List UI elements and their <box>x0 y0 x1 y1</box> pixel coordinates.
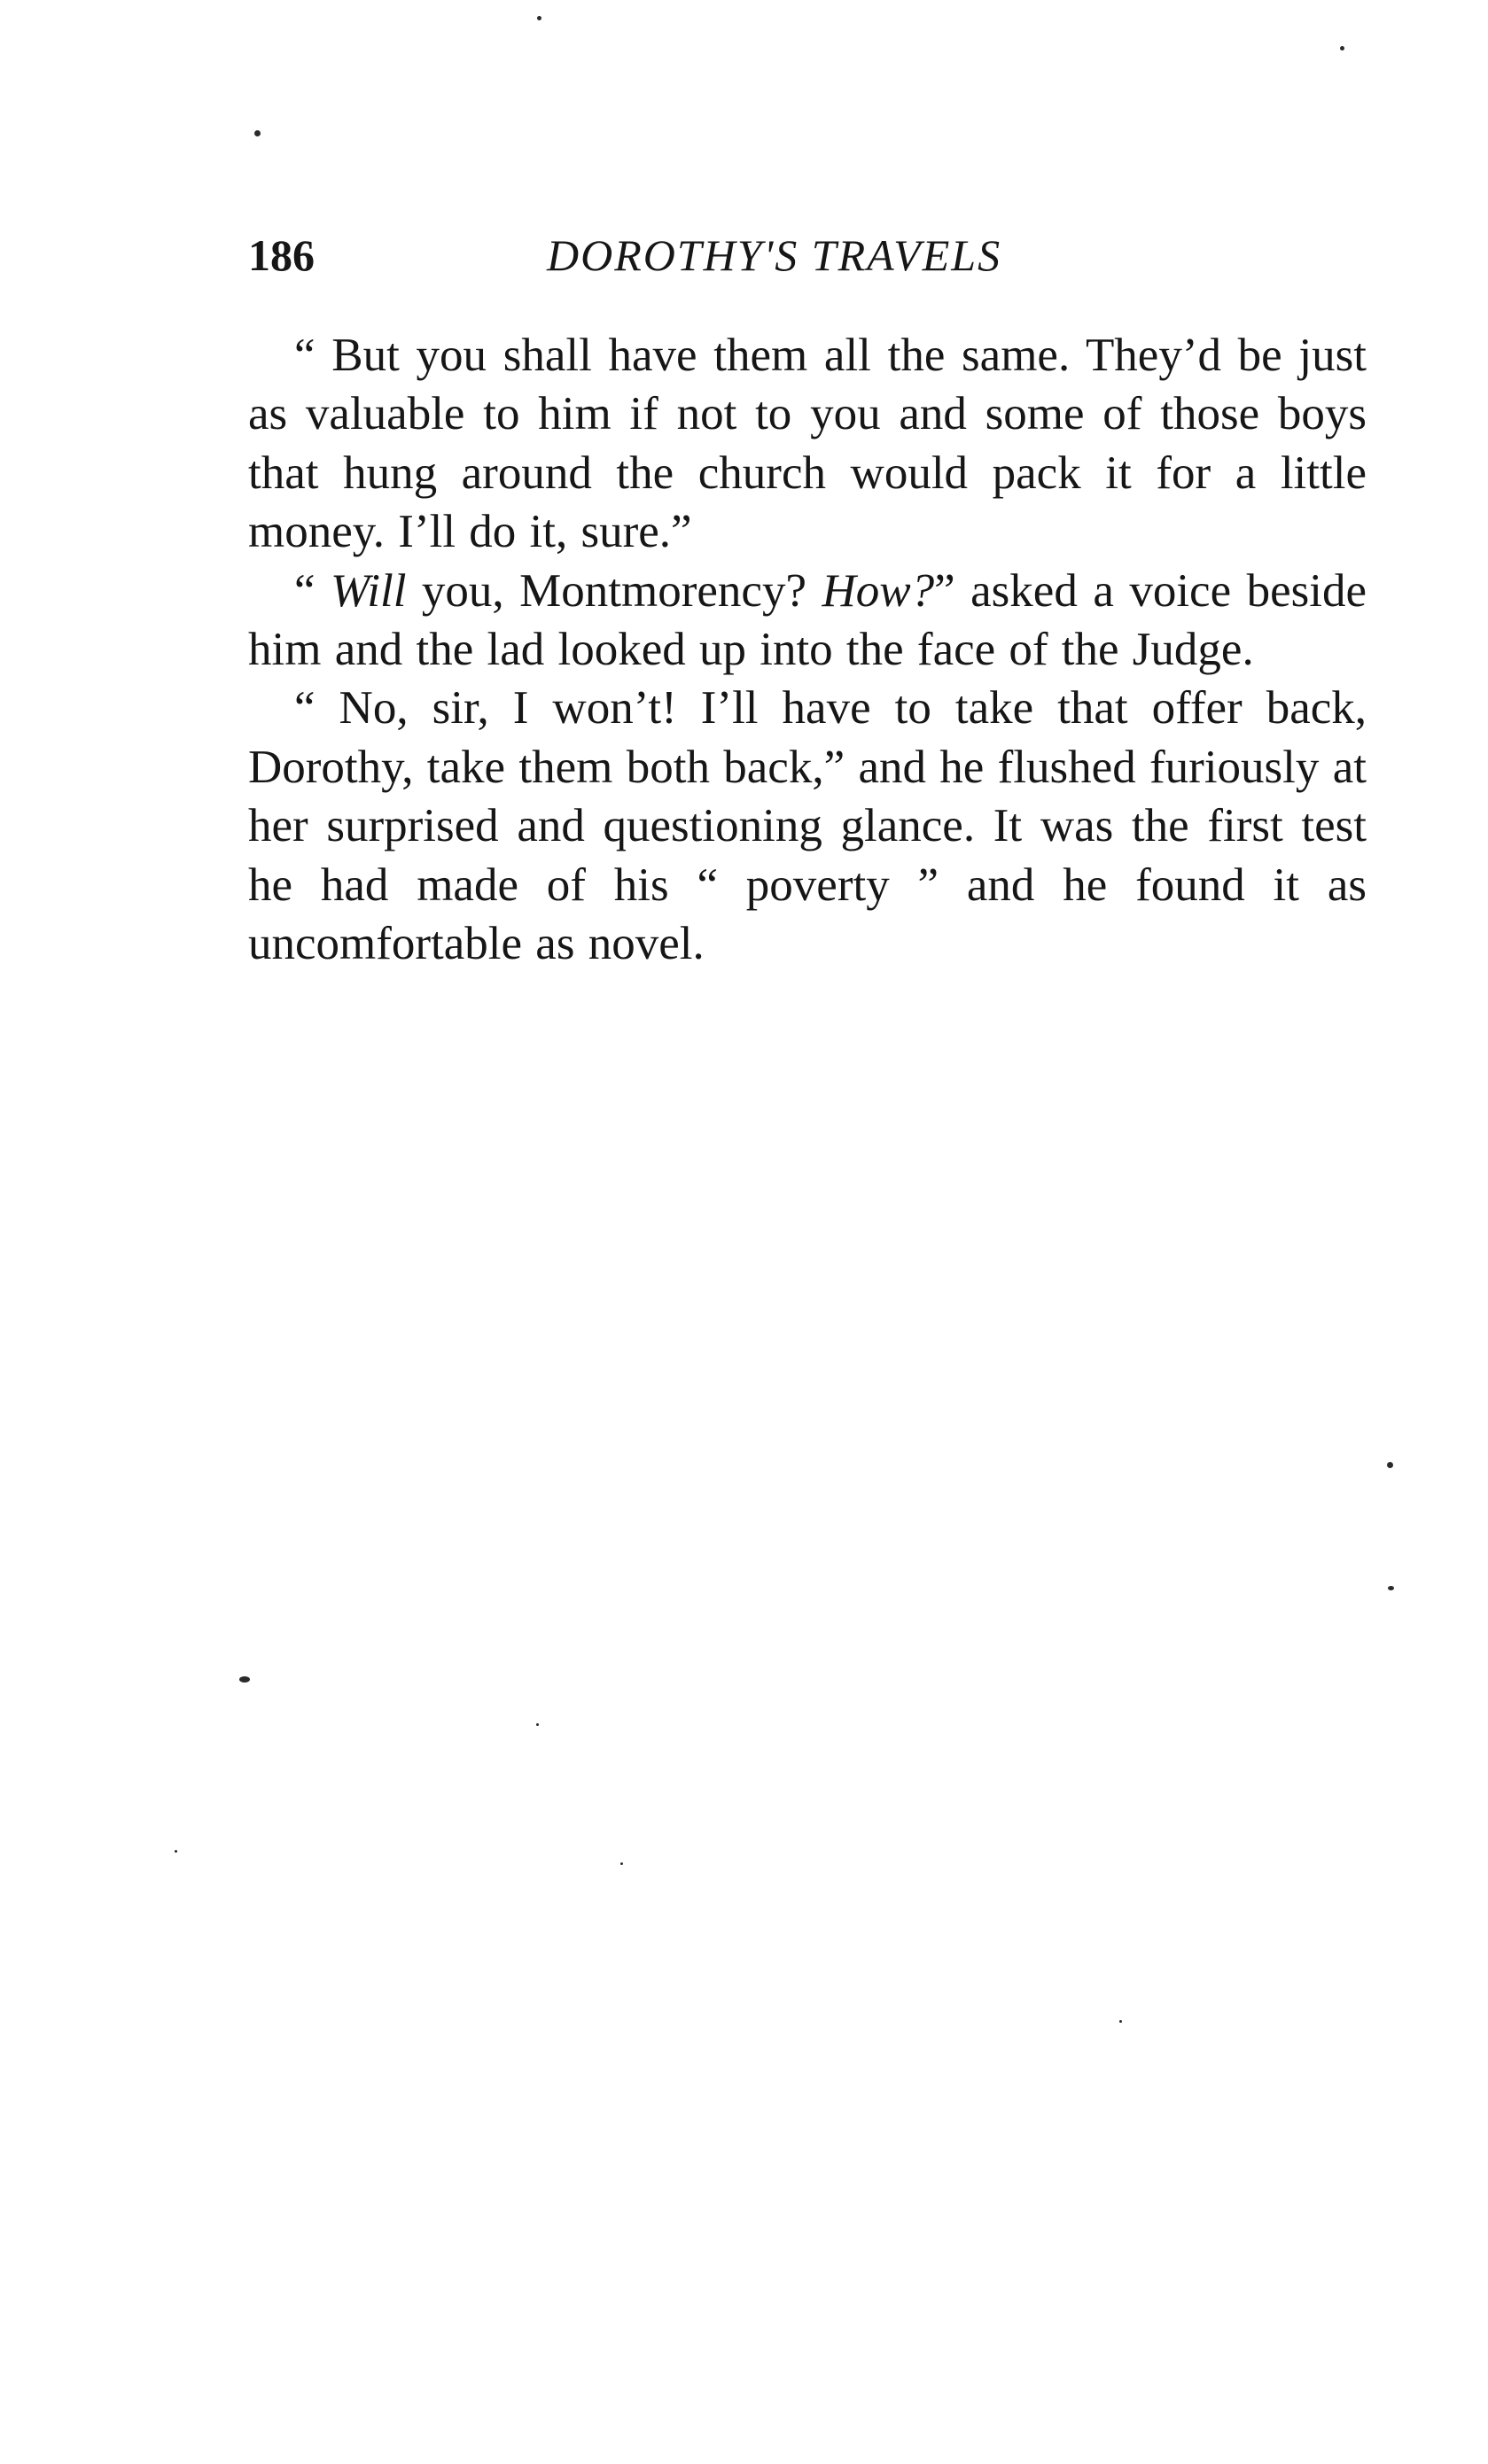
paragraph-2-part-3: ” asked a voice beside him and the lad looked up into the face of the Judge. <box>248 564 1367 676</box>
scan-speck <box>620 1862 623 1865</box>
scan-speck <box>1119 2020 1122 2023</box>
body-text <box>248 326 1367 973</box>
running-title: DOROTHY'S TRAVELS <box>547 230 1002 280</box>
paragraph-3: “ No, sir, I won’t! I’ll have to take that offer back, Dorothy, take them both back,” and he flushed furiously at her surprised and questioning glance. It was the first test he had made of his “ poverty ” and he found it as uncomfortable as novel. <box>248 682 1367 970</box>
paragraph-2-part-1: “ <box>294 564 331 617</box>
paragraph-2-italic-how: How? <box>822 564 935 617</box>
scan-speck <box>536 1723 539 1726</box>
page-number: 186 <box>248 230 315 280</box>
scan-speck <box>239 1676 250 1683</box>
scan-speck <box>1340 46 1344 51</box>
scan-speck <box>1388 1586 1394 1590</box>
scan-speck <box>175 1850 177 1853</box>
paragraph-2 <box>248 562 1367 680</box>
scan-speck <box>254 130 261 136</box>
paragraph-2-part-2: you, Montmorency? <box>406 564 822 617</box>
running-head <box>248 223 1367 287</box>
scan-speck <box>537 16 541 20</box>
paragraph-2-italic-will: Will <box>331 564 407 617</box>
paragraph-1: “ But you shall have them all the same. They’d be just as valuable to him if not to you and some of those boys that hung around the church would pack it for a little money. I’ll do it, sure.” <box>248 330 1367 558</box>
scan-speck <box>1387 1462 1393 1468</box>
